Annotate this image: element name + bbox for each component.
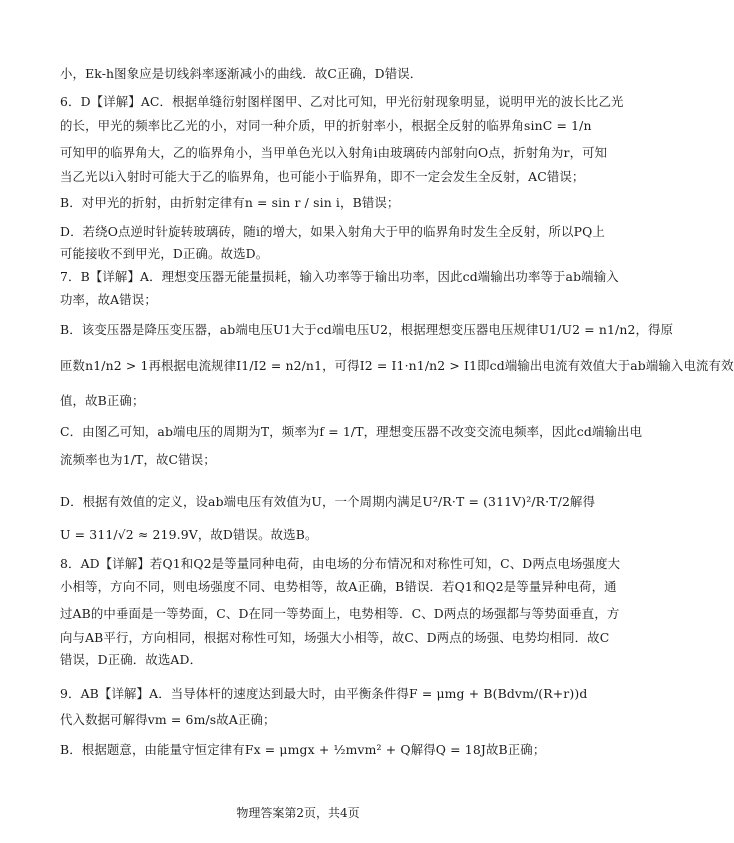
- text-line: 的长，甲光的频率比乙光的小，对同一种介质，甲的折射率小，根据全反射的临界角sinC = 1/n: [60, 118, 592, 133]
- text-line: 向与AB平行，方向相同，根据对称性可知，场强大小相等，故C、D两点的场强、电势均相同．故C: [60, 630, 610, 645]
- text-line: 过AB的中垂面是一等势面，C、D在同一等势面上，电势相等．C、D两点的场强都与等势面垂直，方: [60, 606, 620, 621]
- text-line: 9．AB【详解】A．当导体杆的速度达到最大时，由平衡条件得F = μmg + B(Bdvm/(R+r))d: [60, 686, 588, 701]
- text-line: 代入数据可解得vm = 6m/s故A正确；: [60, 712, 276, 727]
- text-line: D．根据有效值的定义，设ab端电压有效值为U，一个周期内满足U²/R·T = (311V)²/R·T/2解得: [60, 494, 596, 509]
- text-line: 流频率也为1/T，故C错误；: [60, 452, 216, 467]
- text-line: 6．D【详解】AC．根据单缝衍射图样图甲、乙对比可知，甲光衍射现象明显，说明甲光的波长比乙光: [60, 94, 624, 109]
- text-line: 7．B【详解】A．理想变压器无能量损耗，输入功率等于输出功率，因此cd端输出功率等于ab端输入: [60, 269, 619, 284]
- text-line: 匝数n1/n2 > 1再根据电流规律I1/I2 = n2/n1，可得I2 = I1·n1/n2 > I1即cd端输出电流有效值大于ab端输入电流有效: [60, 358, 734, 373]
- text-line: B．对甲光的折射，由折射定律有n = sin r / sin i，B错误；: [60, 195, 400, 210]
- text-line: 值，故B正确；: [60, 393, 145, 408]
- text-line: 可知甲的临界角大，乙的临界角小，当甲单色光以入射角i由玻璃砖内部射向O点，折射角为r，可知: [60, 145, 608, 160]
- text-line: 错误，D正确．故选AD．: [60, 652, 203, 667]
- text-line: 可能接收不到甲光，D正确。故选D。: [60, 246, 269, 261]
- text-line: 功率，故A错误；: [60, 292, 157, 307]
- text-line: U = 311/√2 ≈ 219.9V，故D错误。故选B。: [60, 527, 318, 542]
- text-line: C．由图乙可知，ab端电压的周期为T，频率为f = 1/T，理想变压器不改变交流电频率，因此cd端输出电: [60, 424, 643, 439]
- text-line: 小相等，方向不同，则电场强度不同、电势相等，故A正确，B错误．若Q1和Q2是等量异种电荷，通: [60, 579, 617, 594]
- text-line: 当乙光以i入射时可能大于乙的临界角，也可能小于临界角，即不一定会发生全反射，AC错误；: [60, 169, 585, 184]
- page-footer: 物理答案第2页，共4页: [236, 806, 360, 820]
- text-line: B．该变压器是降压变压器，ab端电压U1大于cd端电压U2，根据理想变压器电压规律U1/U2 = n1/n2，得原: [60, 322, 674, 337]
- text-line: 8．AD【详解】若Q1和Q2是等量同种电荷，由电场的分布情况和对称性可知，C、D两点电场强度大: [60, 556, 621, 571]
- text-line: D．若绕O点逆时针旋转玻璃砖，随i的增大，如果入射角大于甲的临界角时发生全反射，所以PQ上: [60, 224, 605, 239]
- text-line: 小，Ek-h图象应是切线斜率逐渐减小的曲线．故C正确，D错误．: [60, 66, 423, 81]
- text-line: B．根据题意，由能量守恒定律有Fx = μmgx + ½mvm² + Q解得Q = 18J故B正确；: [60, 742, 546, 757]
